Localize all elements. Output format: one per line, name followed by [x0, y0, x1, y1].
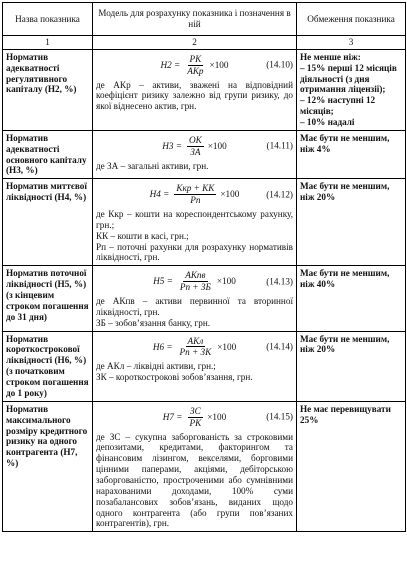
multiplier: ×100 — [217, 341, 237, 352]
table-row — [3, 49, 406, 130]
col-number: 2 — [93, 36, 297, 50]
formula-lhs: Н3 = — [162, 140, 182, 151]
variable-definition: де Ккр – кошти на кореспондентському рахунку, грн.; — [96, 209, 293, 230]
multiplier: ×100 — [220, 189, 240, 200]
fraction — [178, 270, 213, 293]
equation-number: (14.10) — [266, 59, 293, 70]
definitions — [96, 80, 293, 113]
fraction — [188, 406, 204, 429]
variable-definition: ЗК – короткострокові зобов’язання, грн. — [96, 372, 253, 383]
variable-definition: де ЗА – загальні активи, грн. — [96, 160, 209, 171]
equation-number: (14.11) — [266, 140, 293, 151]
equation-number: (14.12) — [266, 189, 293, 200]
definitions — [96, 432, 293, 530]
fraction — [178, 336, 214, 359]
numerator: ЗС — [190, 405, 201, 416]
denominator: Рп — [190, 195, 201, 206]
formula-lhs: Н6 = — [152, 341, 173, 352]
definitions — [96, 296, 293, 329]
variable-definition: де АКпв – активи первинної та вторинної ліквідності, грн. — [96, 296, 293, 317]
formula — [96, 270, 293, 293]
col-number: 1 — [3, 36, 93, 50]
numerator: Ккр + КК — [176, 183, 215, 194]
indicator-name: Норматив поточної ліквідності (Н5, %) (з кінцевим строком погашення до 31 дня) — [3, 266, 93, 331]
table-row — [3, 130, 406, 178]
indicator-name: Норматив максимального розміру кредитного ризику на одного контрагента (Н7, %) — [3, 401, 93, 531]
limit-line: – 10% надалі — [300, 117, 355, 128]
header-model: Модель для розрахунку показника і позначення в ній — [93, 3, 297, 36]
norms-table — [2, 2, 406, 532]
limit-line: Має бути не меншим, ніж 20% — [300, 333, 390, 355]
limit-line: Має бути не меншим, ніж 40% — [300, 268, 390, 290]
limit-line: – 12% наступні 12 місяців; — [300, 95, 376, 117]
variable-definition: КК – кошти в касі, грн.; — [96, 230, 189, 241]
table-row — [3, 331, 406, 401]
formula — [96, 54, 293, 77]
multiplier: ×100 — [216, 276, 236, 287]
limit-line: Не менше ніж: — [300, 51, 361, 62]
denominator: АКр — [187, 65, 204, 76]
col-number: 3 — [297, 36, 406, 50]
formula-lhs: Н4 = — [149, 189, 170, 200]
multiplier: ×100 — [209, 59, 229, 70]
formula — [96, 336, 293, 359]
denominator: Рп + ЗБ — [179, 282, 211, 293]
equation-number: (14.15) — [266, 411, 293, 422]
limit-line: Має бути не меншим, ніж 4% — [300, 132, 390, 154]
denominator: ЗА — [190, 146, 201, 157]
denominator: Рп + ЗК — [179, 347, 212, 358]
fraction — [174, 183, 216, 206]
variable-definition: де АКр – активи, зважені на відповідний коефіцієнт ризику залежно від групи ризику, до якої віднесено актив, грн. — [96, 79, 293, 112]
variable-definition: де ЗС – сукупна заборгованість за строковими депозитами, кредитами, факторингом та фінансовим лізингом, векселями, борговими цінними паперами, акціями, дебіторською заборгованістю, простроченими або сумнівними нарахованими доходами, 100% суми позабалансових зобов’язань, виданих щодо одного контрагента (або групи пов’язаних контрагентів), грн. — [96, 431, 293, 529]
definitions — [96, 361, 293, 383]
model-cell — [93, 331, 297, 401]
table-row — [3, 179, 406, 266]
indicator-name: Норматив миттєвої ліквідності (Н4, %) — [3, 179, 93, 266]
fraction — [187, 135, 204, 158]
limit-line: – 15% перші 12 місяців діяльності (з дня отримання ліцензії); — [300, 62, 397, 95]
numerator: ОК — [189, 134, 202, 145]
fraction — [185, 54, 205, 77]
formula — [96, 183, 293, 206]
formula — [96, 135, 293, 158]
header-name: Назва показника — [3, 3, 93, 36]
numerator: АКпв — [185, 270, 206, 281]
limit-cell — [297, 49, 406, 130]
formula-lhs: Н7 = — [162, 411, 183, 422]
indicator-name: Норматив адекватності регулятивного капіталу (Н2, %) — [3, 49, 93, 130]
indicator-name: Норматив адекватності основного капіталу (Н3, %) — [3, 130, 93, 178]
definitions — [96, 161, 293, 172]
variable-definition: ЗБ – зобов’язання банку, грн. — [96, 317, 211, 328]
limit-cell — [297, 266, 406, 331]
variable-definition: Рп – поточні рахунки для розрахунку нормативів ліквідності, грн. — [96, 241, 293, 263]
formula — [96, 406, 293, 429]
numerator: АКл — [187, 335, 204, 346]
table-row — [3, 266, 406, 331]
limit-line: Має бути не меншим, ніж 20% — [300, 181, 390, 203]
variable-definition: де АКл – ліквідні активи, грн.; — [96, 361, 216, 372]
denominator: РК — [189, 417, 202, 428]
limit-cell — [297, 401, 406, 531]
definitions — [96, 209, 293, 263]
header-limit: Обмеження показника — [297, 3, 406, 36]
equation-number: (14.14) — [266, 341, 293, 352]
model-cell — [93, 179, 297, 266]
indicator-name: Норматив короткострокової ліквідності (Н6, %) (з початковим строком погашення до 1 року) — [3, 331, 93, 401]
multiplier: ×100 — [207, 140, 227, 151]
model-cell — [93, 266, 297, 331]
formula-lhs: Н2 = — [160, 59, 181, 70]
numerator: РК — [189, 53, 202, 64]
equation-number: (14.13) — [266, 276, 293, 287]
multiplier: ×100 — [207, 411, 227, 422]
model-cell — [93, 130, 297, 178]
limit-cell — [297, 130, 406, 178]
limit-line: Не має перевищувати 25% — [300, 403, 391, 425]
model-cell — [93, 49, 297, 130]
limit-cell — [297, 179, 406, 266]
model-cell — [93, 401, 297, 531]
table-body — [3, 49, 406, 531]
formula-lhs: Н5 = — [153, 276, 173, 287]
limit-cell — [297, 331, 406, 401]
table-row — [3, 401, 406, 531]
